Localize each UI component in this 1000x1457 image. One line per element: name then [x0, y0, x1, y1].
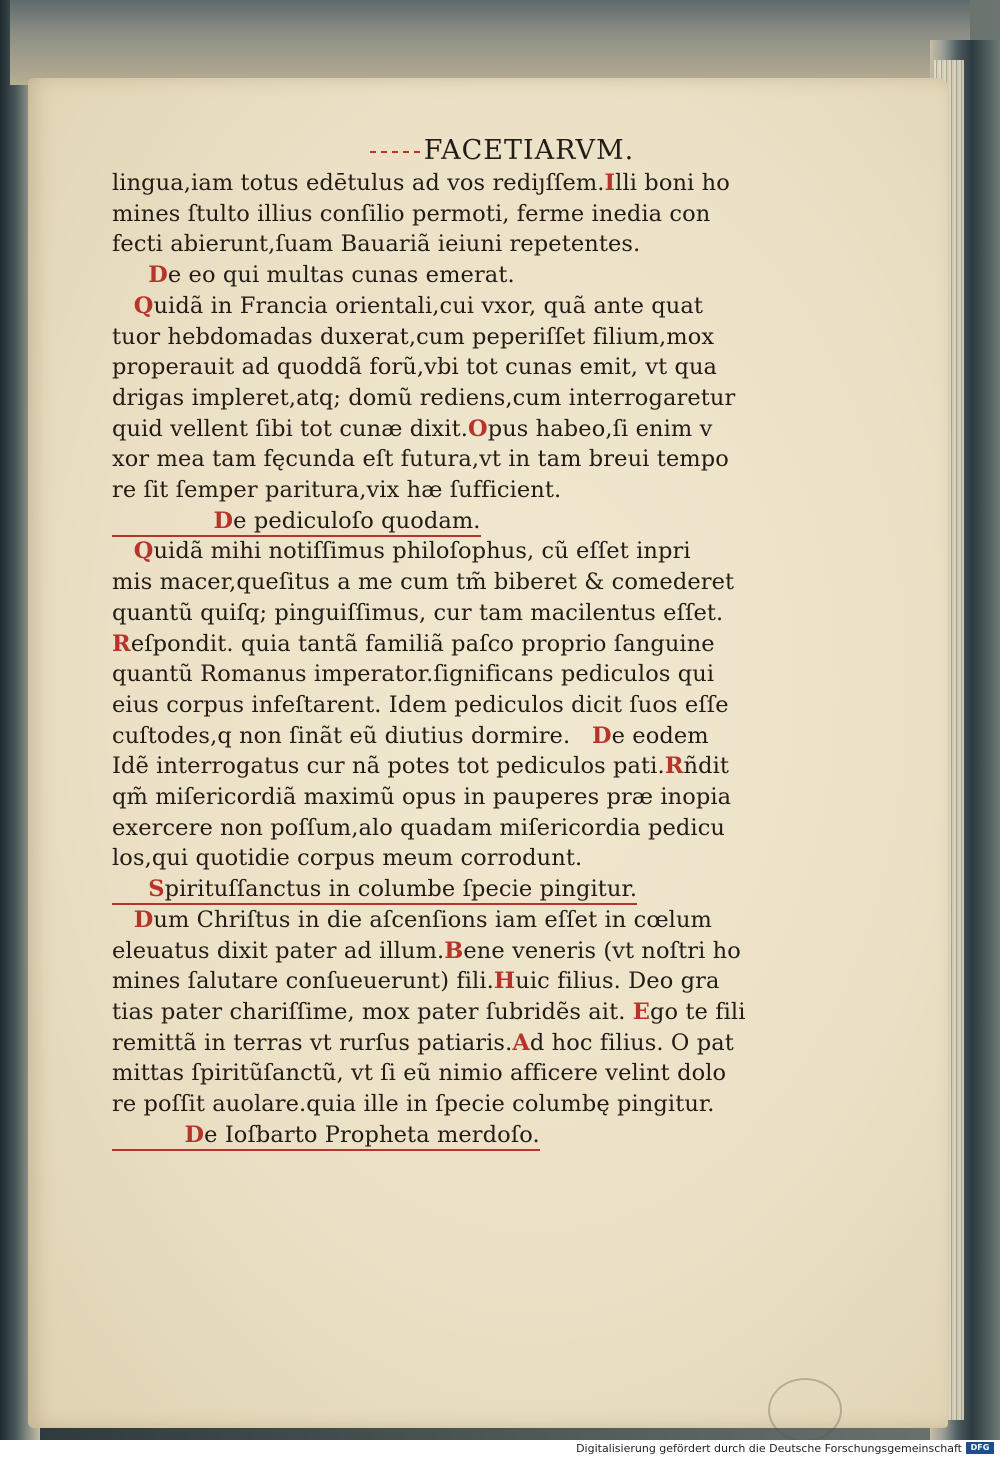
- line-text-tail: ñdit: [683, 753, 730, 780]
- text-line: [112, 843, 772, 874]
- line-content: [112, 446, 729, 472]
- rubric-initial: Q: [133, 538, 154, 565]
- text-line: [112, 260, 772, 291]
- line-text: exercere non poſſum,alo quadam miſericordia pedicu: [112, 814, 726, 841]
- indent: [112, 907, 134, 933]
- line-text: los,qui quotidie corpus meum corrodunt.: [112, 845, 583, 872]
- line-text: remittã in terras vt rurſus patiaris.: [112, 1029, 513, 1056]
- text-line: [112, 997, 772, 1028]
- rubric-initial: D: [591, 722, 612, 749]
- line-content: [112, 938, 741, 964]
- text-line: [112, 383, 772, 414]
- rubric-initial: R: [112, 630, 131, 657]
- line-text: Idẽ interrogatus cur nã potes tot pediculos pati.: [112, 753, 665, 780]
- text-line: [112, 659, 772, 690]
- line-content: [112, 1122, 540, 1151]
- indent: [112, 262, 148, 288]
- line-content: [112, 661, 714, 687]
- line-text: qm̃ miſericordiã maximũ opus in pauperes præ inopia: [112, 784, 732, 811]
- rubric-initial: Q: [133, 292, 154, 319]
- section-title: [112, 506, 772, 537]
- rubric-initial: D: [133, 906, 154, 933]
- text-line: [112, 229, 772, 260]
- rubric-initial: R: [664, 753, 684, 780]
- line-content: [112, 324, 714, 350]
- text-line: [112, 936, 772, 967]
- rubric-initial: A: [512, 1029, 530, 1056]
- line-text-tail: ene veneris (vt noſtri ho: [463, 937, 741, 964]
- line-text: e Ioſbarto Propheta merdoſo.: [204, 1121, 540, 1148]
- rubric-initial: O: [467, 415, 488, 442]
- line-text: mis macer,queſitus a me cum tm̃ biberet & comederet: [112, 569, 735, 596]
- line-text: um Chriſtus in die aſcenſions iam eſſet in cœlum: [153, 906, 712, 933]
- section-title: [112, 1120, 772, 1151]
- line-text-tail: pus habeo,ſi enim v: [487, 415, 713, 442]
- running-head-rule: [370, 151, 420, 153]
- line-text: lingua,iam totus edētulus ad vos rediȷſſem.: [112, 170, 605, 196]
- text-line: [112, 352, 772, 383]
- line-text: cuſtodes,q non ſinãt eũ diutius dormire.: [112, 722, 592, 749]
- line-content: [112, 416, 712, 442]
- text-line: [112, 322, 772, 353]
- line-text: eſpondit. quia tantã familiã paſco proprio ſanguine: [130, 630, 715, 657]
- rubric-initial: D: [184, 1121, 205, 1148]
- text-line: [112, 905, 772, 936]
- text-lines: [112, 168, 772, 1151]
- line-text: fecti abierunt,ſuam Bauariã ieiuni repetentes.: [112, 231, 641, 258]
- line-text: uidã in Francia orientali,cui vxor, quã ante quat: [153, 292, 704, 319]
- page-stain: [768, 1378, 842, 1440]
- text-line: [112, 414, 772, 445]
- line-text: quid vellent ſibi tot cunæ dixit.: [112, 415, 468, 442]
- line-text: quantũ Romanus imperator.ſignificans pediculos qui: [112, 661, 715, 688]
- line-content: [112, 692, 729, 718]
- line-text: eleuatus dixit pater ad illum.: [112, 937, 445, 964]
- page-text: [112, 135, 772, 1151]
- text-line: [112, 629, 772, 660]
- line-text-tail: go te fili: [650, 998, 746, 1025]
- line-text: e pediculoſo quodam.: [233, 507, 481, 534]
- footer-credit: Digitalisierung gefördert durch die Deutsche Forschungsgemeinschaft: [576, 1442, 962, 1455]
- line-content: [112, 631, 715, 657]
- line-text: re ſit ſemper paritura,vix hæ ſufficient.: [112, 477, 562, 504]
- line-text: e eo qui multas cunas emerat.: [167, 262, 515, 289]
- text-line: [112, 782, 772, 813]
- line-text: eius corpus infeſtarent. Idem pediculos dicit ſuos eſſe: [112, 691, 729, 718]
- line-text: mines ſtulto illius conſilio permoti, ferme inedia con: [112, 200, 711, 227]
- text-line: [112, 690, 772, 721]
- binding-top: [10, 0, 970, 85]
- text-line: [112, 1058, 772, 1089]
- line-content: [112, 538, 691, 564]
- line-text-tail: d hoc filius. O pat: [529, 1029, 734, 1056]
- line-content: [112, 1091, 715, 1117]
- line-content: [112, 876, 637, 905]
- indent: [112, 1122, 185, 1148]
- line-text: mittas ſpiritũſanctũ, vt ſi eũ nimio afficere velint dolo: [112, 1060, 727, 1087]
- line-text: tuor hebdomadas duxerat,cum peperiſſet filium,mox: [112, 323, 715, 350]
- line-content: [112, 815, 725, 841]
- line-content: [112, 293, 703, 319]
- line-content: [112, 845, 582, 871]
- footer-bar: [0, 1440, 1000, 1457]
- line-content: [112, 262, 515, 288]
- dfg-logo-icon: DFG: [966, 1442, 994, 1454]
- line-text-tail: uic filius. Deo gra: [515, 968, 720, 995]
- rubric-initial: D: [148, 262, 168, 289]
- line-content: [112, 968, 720, 994]
- indent: [112, 876, 148, 902]
- text-line: [112, 199, 772, 230]
- line-content: [112, 354, 717, 380]
- line-content: [112, 385, 735, 411]
- rubric-initial: H: [493, 968, 516, 995]
- line-content: [112, 753, 729, 779]
- text-line: [112, 751, 772, 782]
- line-content: [112, 600, 723, 626]
- section-title: [112, 874, 772, 905]
- line-content: [112, 1030, 734, 1056]
- text-line: [112, 966, 772, 997]
- running-head-text: FACETIARVM.: [423, 135, 635, 166]
- line-content: [112, 1060, 726, 1086]
- line-text-tail: e eodem: [611, 722, 709, 749]
- line-content: [112, 907, 712, 933]
- text-line: [112, 721, 772, 752]
- indent: [112, 538, 134, 564]
- rubric-initial: I: [604, 170, 616, 196]
- line-content: [112, 201, 710, 227]
- rubric-initial: S: [148, 876, 165, 903]
- text-line: [112, 536, 772, 567]
- rubric-initial: D: [213, 507, 234, 534]
- line-text: properauit ad quoddã forũ,vbi tot cunas emit, vt qua: [112, 354, 718, 381]
- line-text: pirituſſanctus in columbe ſpecie pingitur.: [164, 876, 638, 903]
- line-content: [112, 477, 561, 503]
- text-line: [112, 475, 772, 506]
- indent: [112, 293, 134, 319]
- text-line: [112, 168, 772, 199]
- text-line: [112, 291, 772, 322]
- line-content: [112, 231, 640, 257]
- text-line: [112, 813, 772, 844]
- text-line: [112, 444, 772, 475]
- line-content: [112, 999, 746, 1025]
- running-head: [112, 135, 772, 166]
- line-text: xor mea tam fęcunda eſt futura,vt in tam breui tempo: [112, 446, 729, 473]
- line-content: [112, 784, 731, 810]
- line-content: [112, 508, 481, 537]
- line-content: [112, 170, 730, 196]
- line-text: re poſſit auolare.quia ille in ſpecie columbę pingitur.: [112, 1091, 715, 1118]
- line-content: [112, 723, 709, 749]
- rubric-initial: E: [632, 998, 650, 1025]
- text-line: [112, 1028, 772, 1059]
- rubric-initial: B: [444, 937, 464, 964]
- line-text-tail: lli boni ho: [615, 170, 730, 196]
- indent: [112, 508, 214, 534]
- line-text: mines ſalutare conſueuerunt) fili.: [112, 968, 494, 995]
- line-text: quantũ quiſq; pinguiſſimus, cur tam macilentus eſſet.: [112, 599, 724, 626]
- line-text: drigas impleret,atq; domũ rediens,cum interrogaretur: [112, 384, 736, 411]
- text-line: [112, 1089, 772, 1120]
- line-text: uidã mihi notiſſimus philoſophus, cũ eſſet inpri: [153, 538, 691, 565]
- line-text: tias pater chariſſime, mox pater ſubridẽs ait.: [112, 998, 633, 1025]
- text-line: [112, 598, 772, 629]
- text-line: [112, 567, 772, 598]
- line-content: [112, 569, 734, 595]
